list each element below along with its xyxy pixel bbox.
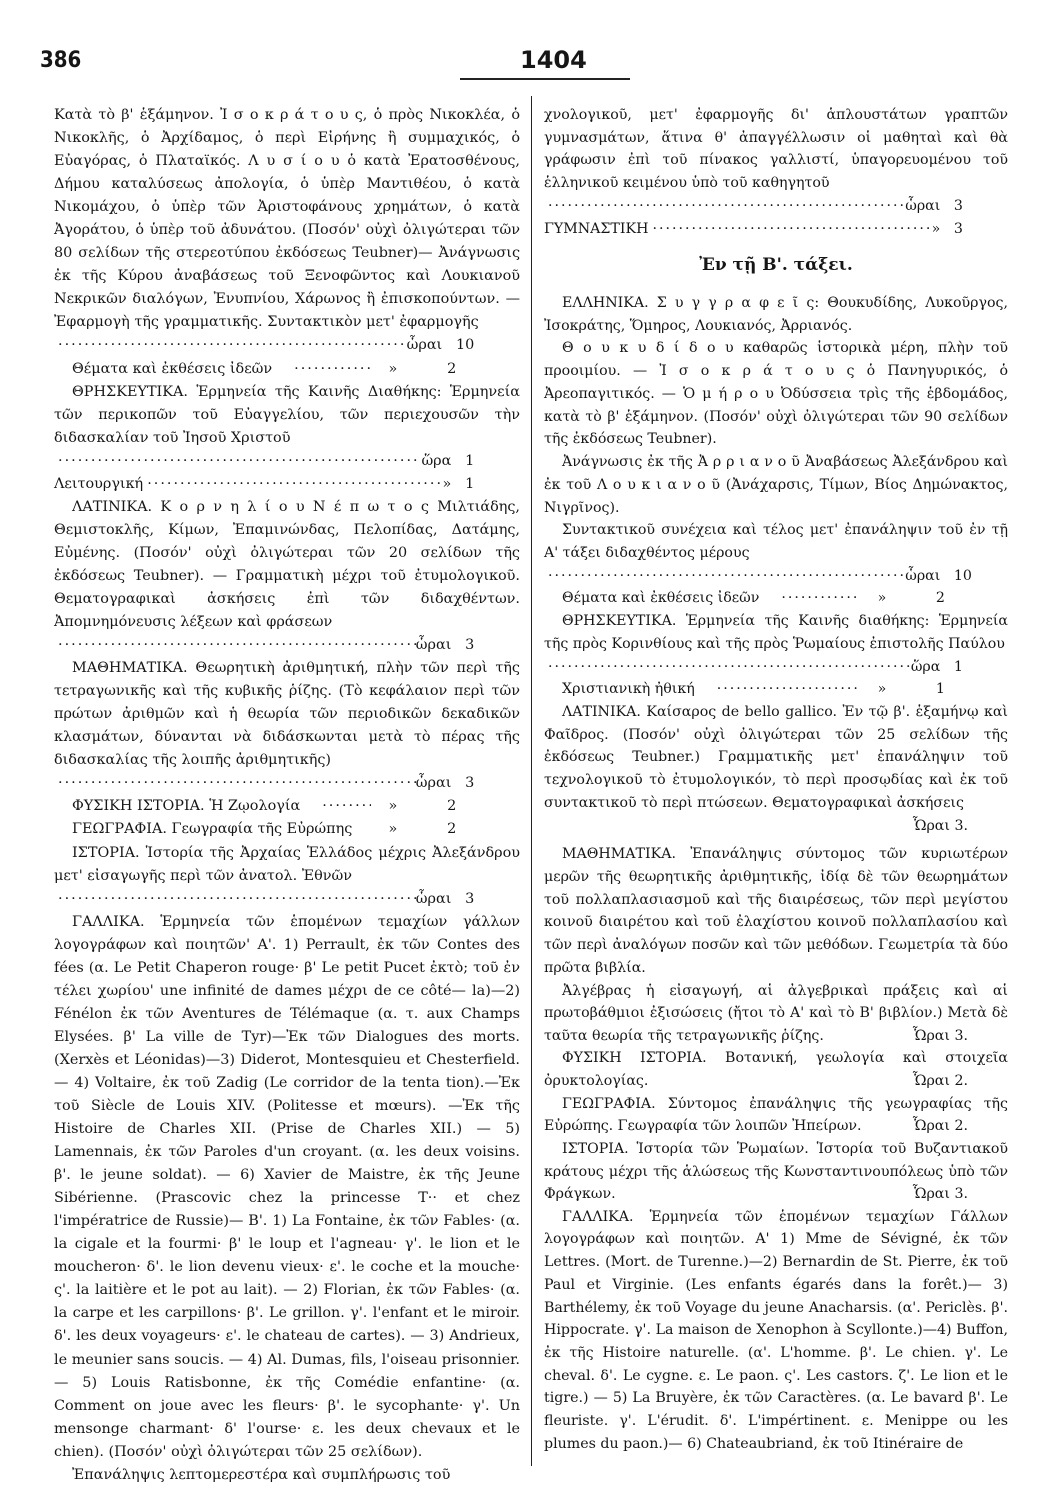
leader-dots (143, 473, 442, 496)
row-unit: ὧραι (415, 890, 452, 907)
hours-row (54, 888, 520, 911)
hours-row (54, 772, 520, 795)
leader-dots (54, 634, 416, 657)
row-unit: » (388, 360, 398, 377)
row-unit: » (931, 220, 941, 237)
right-column (544, 104, 1008, 1456)
hours-row (54, 358, 520, 381)
paragraph: ΘΡΗΣΚΕΥΤΙΚΑ. Ἑρμηνεία τῆς Καινῆς διαθήκης: Ἑρμηνεία τῆς πρὸς Κορινθίους καὶ τῆς πρὸς Ῥωμαίους ἐπιστολῆς Παύλου (544, 613, 1008, 652)
hours-note: Ὧραι 3. (912, 1185, 968, 1202)
paragraph: Θ ο υ κ υ δ ί δ ο υ καθαρῶς ἱστορικὰ μέρη, πλὴν τοῦ προοιμίου. — Ἰ σ ο κ ρ ά τ ο υ ς ὁ Πανηγυρικός, ὁ Ἀρεοπαγιτικός. — Ὁ μ ή ρ ο υ Ὀδύσσεια τρὶς τῆς ἑβδομάδος, κατὰ τὸ β' ἑξάμηνον. (Ποσόν' οὐχὶ ὀλιγώτεραι τῶν 90 σελίδων τῆς ἐκδόσεως Teubner). (544, 340, 1008, 448)
paragraph: ΜΑΘΗΜΑΤΙΚΑ. Ἐπανάληψις σύντομος τῶν κυριωτέρων μερῶν τῆς θεωρητικῆς ἀριθμητικῆς, ἰδίᾳ δὲ τῶν θεωρημάτων τοῦ πολλαπλασιασμοῦ καὶ τῆς διαιρέσεως, τῶν περὶ μεγίστου κοινοῦ διαιρέτου καὶ τοῦ ἐλαχίστου κοινοῦ πολλαπλασίου καὶ τῶν περὶ ἀναλόγων ποσῶν καὶ τῶν μεθόδων. Γεωμετρία τὰ δύο πρῶτα βιβλία. (544, 846, 1008, 976)
row-value: 3 (953, 197, 963, 214)
row-value: 10 (455, 337, 475, 354)
row-unit: ὧραι (415, 775, 452, 792)
leader-dots (544, 656, 911, 679)
row-label: Θέματα καὶ ἐκθέσεις ἰδεῶν (562, 590, 760, 607)
paragraph: ΓΑΛΛΙΚΑ. Ἑρμηνεία τῶν ἑπομένων τεμαχίων Γάλλων λογογράφων καὶ ποιητῶν. Α' 1) Mme de Sévigné, ἐκ τῶν Lettres. (Mort. de Turenne.)—2) Bernardin de St. Pierre, ἐκ τοῦ Paul et Virginie. (Les enfants égarés dans la forêt.)— 3) Barthélemy, ἐκ τοῦ Voyage du jeune Anacharsis. (α'. Periclès. β'. Hippocrate. γ'. La maison de Xenophon à Scyllonte.)—4) Buffon, ἐκ τῆς Histoire naturelle. (α'. L'homme. β'. Le chien. γ'. Le cheval. δ'. Le cygne. ε. Le paon. ς'. Les castors. ζ'. Le lion et le tigre.) — 5) La Bruyère, ἐκ τῶν Caractères. (α. Le bavard β'. Le fleuriste. γ'. L'érudit. δ'. L'impértinent. ε. Menippe ou les plumes du paon.)— 6) Chateaubriand, ἐκ τοῦ Itinéraire de (544, 1208, 1008, 1452)
class-subheading: Ἐν τῇ Β'. τάξει. (699, 255, 853, 276)
row-label: ΓΥΜΝΑΣΤΙΚΗ (544, 220, 649, 237)
paragraph: χνολογικοῦ, μετ' ἐφαρμογῆς δι' ἁπλουστάτων γραπτῶν γυμνασμάτων, ἅτινα θ' ἀπαγγέλλωσιν οἱ μαθηταὶ καὶ θὰ γράφωσιν ἐπὶ τοῦ πίνακος γαλλιστί, ὑπαγορευομένου τοῦ ἑλληνικοῦ κειμένου ὑπὸ τοῦ καθηγητοῦ (544, 107, 1008, 192)
row-value: 2 (447, 798, 457, 815)
leader-dots (544, 195, 905, 218)
hours-row (544, 656, 1008, 679)
leader-dots (54, 888, 416, 911)
hours-row (54, 634, 520, 657)
row-unit: » (442, 475, 452, 492)
paragraph: ΘΡΗΣΚΕΥΤΙΚΑ. Ἑρμηνεία τῆς Καινῆς Διαθήκης: Ἑρμηνεία τῶν περικοπῶν τοῦ Εὐαγγελίου, τῶν περιεχουσῶν τὴν διδασκαλίαν τοῦ Ἰησοῦ Χριστοῦ (54, 383, 520, 446)
paragraph: ΜΑΘΗΜΑΤΙΚΑ. Θεωρητικὴ ἀριθμητική, πλὴν τῶν περὶ τῆς τετραγωνικῆς καὶ τῆς κυβικῆς ῥίζης. (Τὸ κεφάλαιον περὶ τῶν πρώτων ἀριθμῶν καὶ ἡ θεωρία τῶν περιοδικῶν δεκαδικῶν κλασμάτων, δύνανται νὰ διδάσκωνται μετὰ τὸ πέρας τῆς διδασκαλίας τῆς λοιπῆς ἀριθμητικῆς) (54, 660, 520, 769)
hours-row (54, 818, 520, 841)
paragraph: ΛΑΤΙΝΙΚΑ. Κ ο ρ ν η λ ί ο υ Ν έ π ω τ ο ς Μιλτιάδης, Θεμιστοκλῆς, Κίμων, Ἐπαμινώνδας, Πελοπίδας, Δατάμης, Εὐμένης. (Ποσόν' οὐχὶ ὀλιγώτεραι τῶν 20 σελίδων τῆς ἐκδόσεως Teubner). — Γραμματικὴ μέχρι τοῦ ἐτυμολογικοῦ. Θεματογραφικαὶ ἀσκήσεις ἐπὶ τῶν διδαχθέντων. Ἀπομνημόνευσις λέξεων καὶ φράσεων (54, 498, 520, 631)
paragraph: ΓΑΛΛΙΚΑ. Ἑρμηνεία τῶν ἑπομένων τεμαχίων γάλλων λογογράφων καὶ ποιητῶν' Α'. 1) Perrault, ἐκ τῶν Contes des fées (α. Le Petit Chaperon rouge· β' Le petit Pucet ἐκτὸ; τοῦ ἐν τέλει χωρίου' une infinité de dames μέχρι de ce côté— la)—2) Fénélon ἐκ τῶν Aventures de Télémaque (α. τ. aux Champs Elysées. β' La ville de Tyr)—Ἐκ τῶν Dialogues des morts. (Xerxès et Léonidas)—3) Diderot, Montesquieu et Chesterfield. — 4) Voltaire, ἐκ τοῦ Zadig (Le corridor de la tenta tion).—Ἐκ τοῦ Siècle de Louis XIV. (Politesse et mœurs). —Ἐκ τῆς Histoire de Charles XII. (Prise de Charles XII.) — 5) Lamennais, ἐκ τῶν Paroles d'un croyant. (α. les deux voisins. β'. le jeune soldat). — 6) Xavier de Maistre, ἐκ τῆς Jeune Sibérienne. (Prascovic chez la princesse T·· et chez l'impératrice de Russie)— Β'. 1) La Fontaine, ἐκ τῶν Fables· (α. la cigale et la fourmi· β' le loup et l'agneau· γ'. le lion et le moucheron· δ'. le lion devenu vieux· ε'. le coche et la mouche· ς'. la laitière et le pot au lait). — 2) Florian, ἐκ τῶν Fables· (α. la carpe et les carpillons· β'. Le grillon. γ'. l'enfant et le miroir. δ'. les deux voyageurs· ε'. le chateau de cartes). — 3) Andrieux, le meunier sans soucis. — 4) Al. Dumas, fils, l'oiseau prisonnier. — 5) Louis Ratisbonne, ἐκ τῆς Comédie enfantine· (α. Comment on joue avec les fleurs· β'. le sycophante· γ'. Un mensonge charmant· δ' l'ourse· ε. les deux chevaux et le chien). (Ποσόν' οὐχὶ ὀλιγώτεραι τῶν 25 σελίδων). (54, 913, 520, 1460)
page-number: 386 (40, 48, 82, 73)
column-divider (531, 96, 532, 1466)
row-unit: ὧραι (905, 197, 941, 214)
leader-dots (54, 450, 421, 473)
row-value: 3 (953, 220, 963, 237)
row-value: 2 (447, 821, 457, 838)
hours-row (54, 334, 520, 357)
leader-dots (759, 587, 859, 610)
row-value: 1 (465, 452, 475, 469)
row-value: 3 (465, 890, 475, 907)
row-label: ΓΕΩΓΡΑΦΙΑ. Γεωγραφία τῆς Εὐρώπης (72, 821, 353, 838)
row-unit: ὥρα (421, 452, 452, 469)
row-unit: ὥρα (910, 658, 941, 675)
leader-dots (54, 334, 407, 357)
paragraph: Κατὰ τὸ β' ἑξάμηνον. Ἰ σ ο κ ρ ά τ ο υ ς, ὁ πρὸς Νικοκλέα, ὁ Νικοκλῆς, ὁ Ἀρχίδαμος, ὁ περὶ Εἰρήνης ἢ συμμαχικός, ὁ Εὐαγόρας, ὁ Πλαταϊκός. Λ υ σ ί ο υ ὁ κατὰ Ἐρατοσθένους, Δήμου καταλύσεως ἀπολογία, ὁ ὑπὲρ Μαντιθέου, ὁ κατὰ Νικομάχου, ὁ ὑπὲρ τῶν Ἀριστοφάνους χρημάτων, ὁ κατὰ Ἀγοράτου, ὁ ὑπὲρ τοῦ ἀδυνάτου. (Ποσόν' οὐχὶ ὀλιγώτεραι τῶν 80 σελίδων τῆς στερεοτύπου ἐκδόσεως Teubner)— Ἀνάγνωσις ἐκ τῆς Κύρου ἀναβάσεως τοῦ Ξενοφῶντος καὶ Λουκιανοῦ Νεκρικῶν διαλόγων, Ἐνυπνίου, Χάρωνος ἢ ἐπισκοπούντων. — Ἐφαρμογὴ τῆς γραμματικῆς. Συντακτικὸν μετ' ἐφαρμογῆς (54, 107, 520, 331)
row-value: 10 (953, 567, 972, 584)
row-value: 3 (465, 775, 475, 792)
row-value: 1 (465, 475, 475, 492)
row-value: 1 (935, 681, 945, 698)
hours-row (544, 565, 1008, 588)
leader-dots (54, 772, 416, 795)
running-page-number: 1404 (520, 46, 587, 74)
row-label: Θέματα καὶ ἐκθέσεις ἰδεῶν (72, 360, 273, 377)
paragraph: ΙΣΤΟΡΙΑ. Ἱστορία τῶν Ῥωμαίων. Ἱστορία τοῦ Βυζαντιακοῦ κράτους μέχρι τῆς ἁλώσεως τῆς Κωνσταντινουπόλεως ὑπὸ τῶν Φράγκων. (544, 1140, 1008, 1203)
paragraph: Ἀνάγνωσις ἐκ τῆς Ἀ ρ ρ ι α ν ο ῦ Ἀναβάσεως Ἀλεξάνδρου καὶ ἐκ τοῦ Λ ο υ κ ι α ν ο ῦ (Ἀνάχαρσις, Τίμων, Βίος Δημώνακτος, Νιγρῖνος). (544, 454, 1008, 516)
row-unit: ὧραι (905, 567, 941, 584)
paragraph: ΛΑΤΙΝΙΚΑ. Καίσαρος de bello gallico. Ἐν τῷ β'. ἑξαμήνῳ καὶ Φαῖδρος. (Ποσόν' οὐχὶ ὀλιγώτεραι τῶν 25 σελίδων τῆς ἐκδόσεως Teubner.) Γραμματικῆς μετ' ἐπανάληψιν τοῦ τεχνολογικοῦ τὸ ἐτυμολογικόν, τὸ περὶ προσῳδίας καὶ ἐκ τοῦ συντακτικοῦ τὸ περὶ πτώσεων. Θεματογραφικαὶ ἀσκήσεις (544, 703, 1008, 811)
row-label: Χριστιανικὴ ἠθική (562, 681, 695, 698)
row-value: 1 (953, 658, 963, 675)
row-value: 2 (935, 590, 945, 607)
paragraph: Ἐπανάληψις λεπτομερεστέρα καὶ συμπλήρωσις τοῦ (72, 1466, 451, 1483)
row-unit: » (388, 798, 398, 815)
row-value: 2 (447, 360, 457, 377)
row-label: ΦΥΣΙΚΗ ΙΣΤΟΡΙΑ. Ἡ Ζῳολογία (72, 798, 301, 815)
row-unit: ὧραι (415, 637, 452, 654)
row-unit: » (388, 821, 398, 838)
hours-row (544, 195, 1008, 218)
paragraph: ΙΣΤΟΡΙΑ. Ἱστορία τῆς Ἀρχαίας Ἑλλάδος μέχρις Ἀλεξάνδρου μετ' εἰσαγωγῆς περὶ τῶν ἀνατολ. Ἐθνῶν (54, 844, 520, 884)
leader-dots (695, 678, 860, 701)
paragraph: ΦΥΣΙΚΗ ΙΣΤΟΡΙΑ. Βοτανική, γεωλογία καὶ στοιχεῖα ὀρυκτολογίας. (544, 1050, 1008, 1090)
hours-note: Ὧραι 2. (912, 1118, 968, 1135)
paragraph: Ἀλγέβρας ἡ εἰσαγωγή, αἱ ἀλγεβρικαὶ πράξεις καὶ αἱ πρωτοβάθμιοι ἐξισώσεις (ἤτοι τὸ Α' καὶ τὸ Β' βιβλίον.) Μετὰ δὲ ταῦτα θεωρία τῆς τετραγωνικῆς ῥίζης. (544, 982, 1008, 1045)
hours-row (544, 678, 1008, 701)
paragraph: Συντακτικοῦ συνέχεια καὶ τέλος μετ' ἐπανάληψιν τοῦ ἐν τῇ Α' τάξει διδαχθέντος μέρους (544, 522, 1008, 561)
hours-row (54, 795, 520, 818)
row-unit: » (877, 590, 887, 607)
leader-dots (272, 358, 370, 381)
header-rule (460, 78, 630, 80)
hours-row (54, 450, 520, 473)
hours-row (544, 218, 1008, 241)
paragraph: ΓΕΩΓΡΑΦΙΑ. Σύντομος ἐπανάληψις τῆς γεωγραφίας τῆς Εὐρώπης. Γεωγραφία τῶν λοιπῶν Ἠπείρων. (544, 1095, 1008, 1135)
leader-dots (648, 218, 931, 241)
row-unit: ὧραι (406, 337, 443, 354)
hours-note: Ὧραι 3. (912, 1027, 968, 1044)
row-value: 3 (465, 637, 475, 654)
row-unit: » (877, 681, 887, 698)
hours-note: Ὧραι 3. (912, 817, 968, 834)
paragraph: ΕΛΛΗΝΙΚΑ. Σ υ γ γ ρ α φ ε ῖ ς: Θουκυδίδης, Λυκοῦργος, Ἰσοκράτης, Ὅμηρος, Λουκιανός, Ἀρριανός. (544, 295, 1008, 334)
row-label: Λειτουργική (54, 475, 144, 492)
leader-dots (544, 565, 905, 588)
hours-row (54, 473, 520, 496)
leader-dots (300, 795, 370, 818)
hours-note: Ὧραι 2. (912, 1072, 968, 1089)
leader-dots (352, 818, 370, 841)
left-column (54, 104, 520, 1487)
hours-row (544, 587, 1008, 610)
